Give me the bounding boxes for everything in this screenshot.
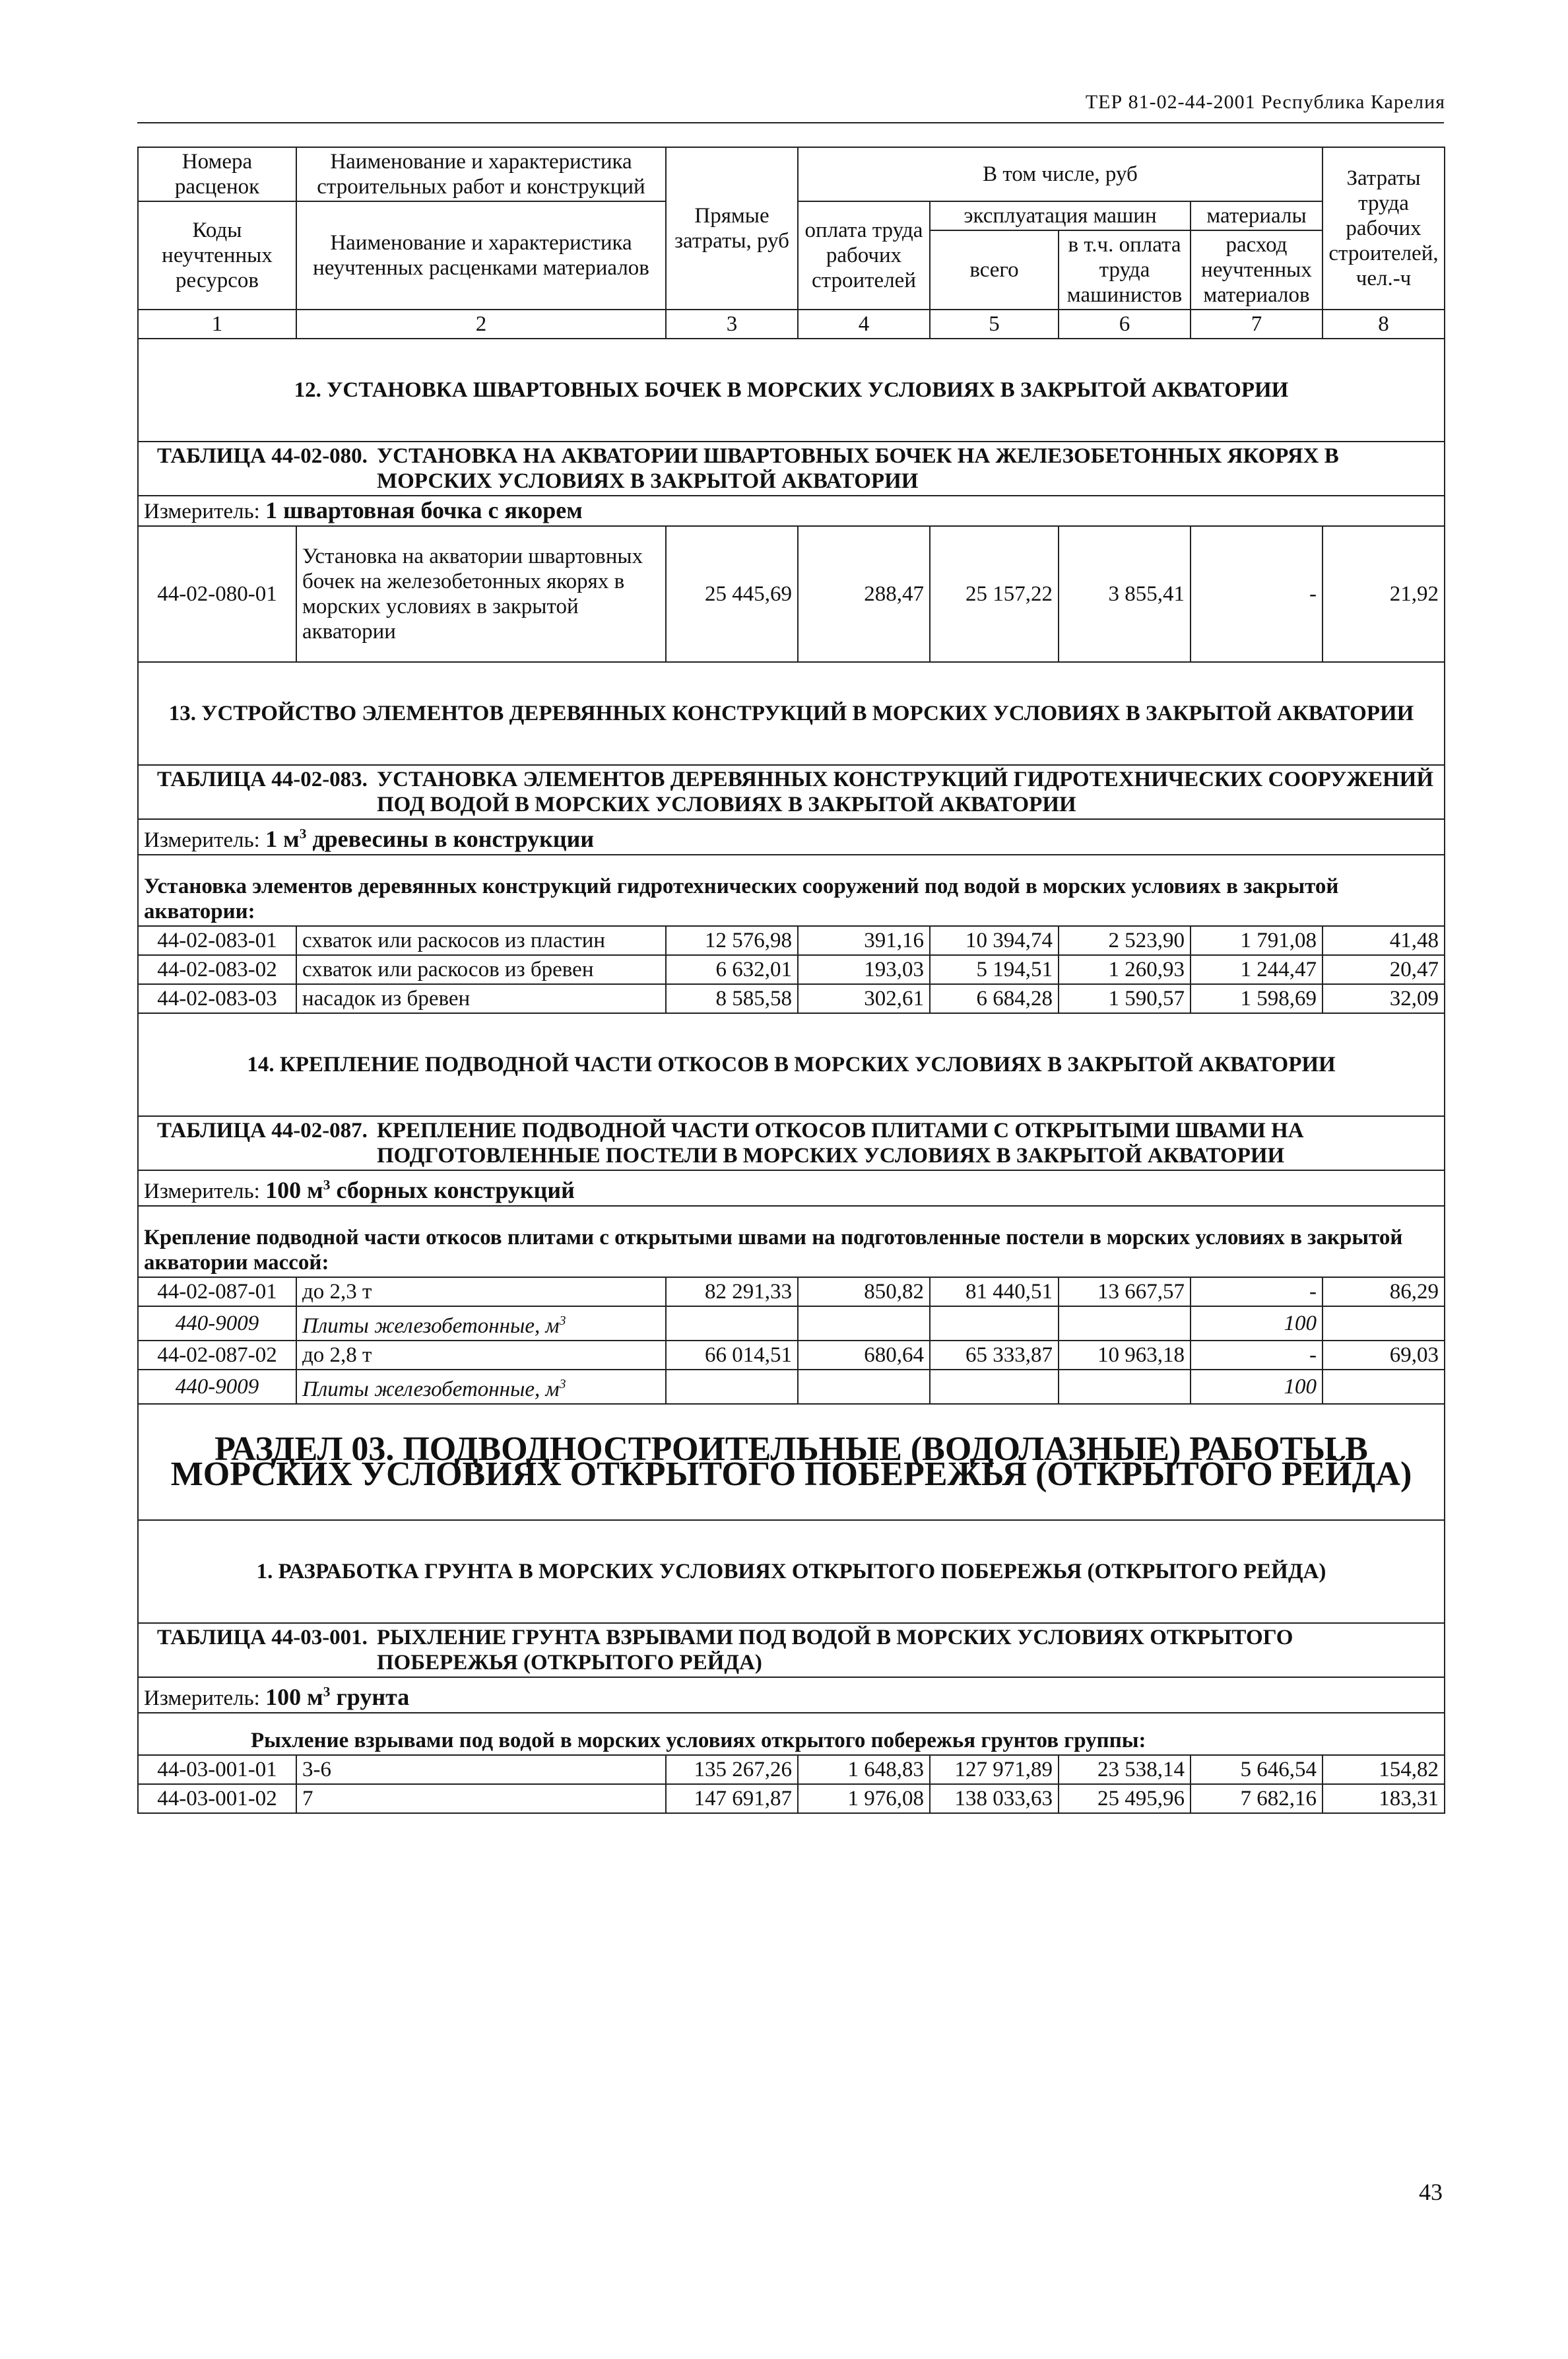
labor-hours: 32,09	[1323, 984, 1445, 1013]
col-number: 7	[1191, 310, 1323, 339]
machines-total: 10 394,74	[930, 926, 1059, 955]
worker-pay: 288,47	[798, 526, 930, 662]
direct-cost: 12 576,98	[666, 926, 798, 955]
machines-total: 6 684,28	[930, 984, 1059, 1013]
work-name: схваток или раскосов из бревен	[296, 955, 666, 984]
material-cost: 5 646,54	[1191, 1755, 1323, 1784]
table-title-prefix: ТАБЛИЦА 44-03-001.	[157, 1626, 368, 1649]
worker-pay: 1 976,08	[798, 1784, 930, 1813]
materials-header: материалы	[1191, 201, 1323, 230]
section-heading: 14. КРЕПЛЕНИЕ ПОДВОДНОЙ ЧАСТИ ОТКОСОВ В МОРСКИХ УСЛОВИЯХ В ЗАКРЫТОЙ АКВАТОРИИ	[138, 1013, 1445, 1116]
worker-pay: 850,82	[798, 1277, 930, 1306]
work-name: до 2,8 т	[296, 1341, 666, 1370]
table-row	[138, 955, 1445, 984]
rate-code: 44-03-001-01	[138, 1755, 296, 1784]
col-machinist-pay-header: в т.ч. оплата труда машинистов	[1059, 230, 1191, 310]
group-heading: Установка элементов деревянных конструкций гидротехнических сооружений под водой в морских условиях в закрытой акватории:	[138, 855, 1445, 926]
measure-label: Измеритель:	[144, 500, 260, 523]
material-name: Плиты железобетонные, $м^3$	[296, 1306, 666, 1341]
machinist-pay: 2 523,90	[1059, 926, 1191, 955]
direct-cost: 82 291,33	[666, 1277, 798, 1306]
table-title-prefix: ТАБЛИЦА 44-02-083.	[157, 768, 368, 791]
table-row	[138, 926, 1445, 955]
measure-row	[138, 496, 1445, 526]
table-row	[138, 1755, 1445, 1784]
part-heading: РАЗДЕЛ 03. ПОДВОДНОСТРОИТЕЛЬНЫЕ (ВОДОЛАЗНЫЕ) РАБОТЫ В МОРСКИХ УСЛОВИЯХ ОТКРЫТОГО ПОБЕРЕЖЬЯ (ОТКРЫТОГО РЕЙДА)	[138, 1404, 1445, 1520]
col-number: 8	[1323, 310, 1445, 339]
col-material-name-header: Наименование и характеристика неучтенных расценками материалов	[296, 201, 666, 310]
labor-hours: 69,03	[1323, 1341, 1445, 1370]
table-title: УСТАНОВКА ЭЛЕМЕНТОВ ДЕРЕВЯННЫХ КОНСТРУКЦИЙ ГИДРОТЕХНИЧЕСКИХ СООРУЖЕНИЙ ПОД ВОДОЙ В МОРСКИХ УСЛОВИЯХ В ЗАКРЫТОЙ АКВАТОРИИ	[376, 768, 1434, 816]
col-number: 6	[1059, 310, 1191, 339]
section-heading: 13. УСТРОЙСТВО ЭЛЕМЕНТОВ ДЕРЕВЯННЫХ КОНСТРУКЦИЙ В МОРСКИХ УСЛОВИЯХ В ЗАКРЫТОЙ АКВАТОРИИ	[138, 662, 1445, 765]
machines-total: 5 194,51	[930, 955, 1059, 984]
labor-hours: 21,92	[1323, 526, 1445, 662]
measure-value: 100 $м^3$ сборных конструкций	[265, 1177, 575, 1203]
material-name: Плиты железобетонные, $м^3$	[296, 1370, 666, 1404]
group-header: В том числе, руб	[798, 147, 1323, 201]
table-row	[138, 526, 1445, 662]
machinist-pay: 13 667,57	[1059, 1277, 1191, 1306]
col-number: 5	[930, 310, 1059, 339]
document-reference: ТЕР 81-02-44-2001 Республика Карелия	[1085, 91, 1445, 113]
work-name: схваток или раскосов из пластин	[296, 926, 666, 955]
direct-cost: 147 691,87	[666, 1784, 798, 1813]
direct-cost: 6 632,01	[666, 955, 798, 984]
direct-cost: 8 585,58	[666, 984, 798, 1013]
group-heading-row	[138, 1713, 1445, 1755]
rate-code: 44-02-087-02	[138, 1341, 296, 1370]
worker-pay: 302,61	[798, 984, 930, 1013]
section-heading-row	[138, 1013, 1445, 1116]
table-title-prefix: ТАБЛИЦА 44-02-087.	[157, 1119, 368, 1143]
col-labor-hours-header: Затраты труда рабочих строителей, чел.-ч	[1323, 147, 1445, 310]
col-number: 1	[138, 310, 296, 339]
section-heading-row	[138, 1520, 1445, 1623]
table-row	[138, 1341, 1445, 1370]
col-direct-cost-header: Прямые затраты, руб	[666, 147, 798, 310]
rate-code: 44-02-083-03	[138, 984, 296, 1013]
machinist-pay: 3 855,41	[1059, 526, 1191, 662]
col-material-usage-header: расход неучтенных материалов	[1191, 230, 1323, 310]
col-work-name-header: Наименование и характеристика строительных работ и конструкций	[296, 147, 666, 201]
work-name: насадок из бревен	[296, 984, 666, 1013]
column-number-row	[138, 310, 1445, 339]
col-rate-number-header: Номера расценок	[138, 147, 296, 201]
col-resource-code-header: Коды неучтенных ресурсов	[138, 201, 296, 310]
machinist-pay: 10 963,18	[1059, 1341, 1191, 1370]
rate-code: 44-02-087-01	[138, 1277, 296, 1306]
col-number: 4	[798, 310, 930, 339]
col-number: 2	[296, 310, 666, 339]
rate-code: 44-02-080-01	[138, 526, 296, 662]
material-cost: -	[1191, 1341, 1323, 1370]
table-title: КРЕПЛЕНИЕ ПОДВОДНОЙ ЧАСТИ ОТКОСОВ ПЛИТАМИ С ОТКРЫТЫМИ ШВАМИ НА ПОДГОТОВЛЕННЫЕ ПОСТЕЛИ В МОРСКИХ УСЛОВИЯХ В ЗАКРЫТОЙ АКВАТОРИИ	[376, 1119, 1304, 1168]
machines-total: 25 157,22	[930, 526, 1059, 662]
worker-pay: 680,64	[798, 1341, 930, 1370]
table-title-row	[138, 1116, 1445, 1170]
material-cost: -	[1191, 1277, 1323, 1306]
measure-label: Измеритель:	[144, 1686, 260, 1710]
measure-value: 1 $м^3$ древесины в конструкции	[265, 826, 595, 852]
machines-total: 127 971,89	[930, 1755, 1059, 1784]
machines-header: эксплуатация машин	[930, 201, 1191, 230]
machinist-pay: 1 260,93	[1059, 955, 1191, 984]
machinist-pay: 1 590,57	[1059, 984, 1191, 1013]
material-cost: 1 598,69	[1191, 984, 1323, 1013]
table-row	[138, 1784, 1445, 1813]
machinist-pay: 23 538,14	[1059, 1755, 1191, 1784]
material-subrow	[138, 1370, 1445, 1404]
direct-cost: 135 267,26	[666, 1755, 798, 1784]
measure-value: 1 швартовная бочка с якорем	[265, 497, 583, 523]
rate-code: 44-02-083-02	[138, 955, 296, 984]
section-heading-row	[138, 339, 1445, 442]
measure-value: 100 $м^3$ грунта	[265, 1684, 410, 1710]
measure-row	[138, 819, 1445, 855]
table-row	[138, 1277, 1445, 1306]
table-title: УСТАНОВКА НА АКВАТОРИИ ШВАРТОВНЫХ БОЧЕК НА ЖЕЛЕЗОБЕТОННЫХ ЯКОРЯХ В МОРСКИХ УСЛОВИЯХ В ЗАКРЫТОЙ АКВАТОРИИ	[376, 444, 1339, 493]
section-heading: 12. УСТАНОВКА ШВАРТОВНЫХ БОЧЕК В МОРСКИХ УСЛОВИЯХ В ЗАКРЫТОЙ АКВАТОРИИ	[138, 339, 1445, 442]
measure-label: Измеритель:	[144, 1180, 260, 1203]
table-title-prefix: ТАБЛИЦА 44-02-080.	[157, 444, 368, 468]
material-cost: 1 791,08	[1191, 926, 1323, 955]
group-heading-row	[138, 1206, 1445, 1277]
machines-total: 65 333,87	[930, 1341, 1059, 1370]
labor-hours: 41,48	[1323, 926, 1445, 955]
section-heading: 1. РАЗРАБОТКА ГРУНТА В МОРСКИХ УСЛОВИЯХ ОТКРЫТОГО ПОБЕРЕЖЬЯ (ОТКРЫТОГО РЕЙДА)	[138, 1520, 1445, 1623]
direct-cost: 66 014,51	[666, 1341, 798, 1370]
col-worker-pay-header: оплата труда рабочих строителей	[798, 201, 930, 310]
material-cost: 1 244,47	[1191, 955, 1323, 984]
group-heading: Рыхление взрывами под водой в морских условиях открытого побережья грунтов группы:	[138, 1713, 1445, 1755]
rate-code: 44-03-001-02	[138, 1784, 296, 1813]
work-name: 3-6	[296, 1755, 666, 1784]
header-row-1	[138, 147, 1445, 201]
group-heading-row	[138, 855, 1445, 926]
measure-label: Измеритель:	[144, 828, 260, 852]
machinist-pay: 25 495,96	[1059, 1784, 1191, 1813]
col-machines-total-header: всего	[930, 230, 1059, 310]
labor-hours: 86,29	[1323, 1277, 1445, 1306]
table-title-row	[138, 442, 1445, 496]
table-title-row	[138, 1623, 1445, 1677]
col-number: 3	[666, 310, 798, 339]
worker-pay: 193,03	[798, 955, 930, 984]
rate-code: 44-02-083-01	[138, 926, 296, 955]
labor-hours: 154,82	[1323, 1755, 1445, 1784]
work-name: Установка на акватории швартовных бочек на железобетонных якорях в морских условиях в закрытой акватории	[296, 526, 666, 662]
table-title-row	[138, 765, 1445, 819]
work-name: до 2,3 т	[296, 1277, 666, 1306]
material-cost: -	[1191, 526, 1323, 662]
resource-code: 440-9009	[138, 1370, 296, 1404]
direct-cost: 25 445,69	[666, 526, 798, 662]
machines-total: 81 440,51	[930, 1277, 1059, 1306]
price-table	[137, 147, 1445, 1814]
material-subrow	[138, 1306, 1445, 1341]
labor-hours: 183,31	[1323, 1784, 1445, 1813]
material-quantity: 100	[1191, 1306, 1323, 1341]
header-divider	[137, 122, 1444, 123]
worker-pay: 391,16	[798, 926, 930, 955]
material-cost: 7 682,16	[1191, 1784, 1323, 1813]
labor-hours: 20,47	[1323, 955, 1445, 984]
machines-total: 138 033,63	[930, 1784, 1059, 1813]
section-heading-row	[138, 662, 1445, 765]
page-number: 43	[1419, 2179, 1443, 2205]
material-quantity: 100	[1191, 1370, 1323, 1404]
work-name: 7	[296, 1784, 666, 1813]
resource-code: 440-9009	[138, 1306, 296, 1341]
measure-row	[138, 1677, 1445, 1713]
price-table-page	[137, 147, 1444, 1814]
table-title: РЫХЛЕНИЕ ГРУНТА ВЗРЫВАМИ ПОД ВОДОЙ В МОРСКИХ УСЛОВИЯХ ОТКРЫТОГО ПОБЕРЕЖЬЯ (ОТКРЫТОГО РЕЙДА)	[376, 1626, 1293, 1675]
table-row	[138, 984, 1445, 1013]
measure-row	[138, 1170, 1445, 1206]
part-heading-row	[138, 1404, 1445, 1520]
group-heading: Крепление подводной части откосов плитами с открытыми швами на подготовленные постели в морских условиях в закрытой акватории массой:	[138, 1206, 1445, 1277]
worker-pay: 1 648,83	[798, 1755, 930, 1784]
